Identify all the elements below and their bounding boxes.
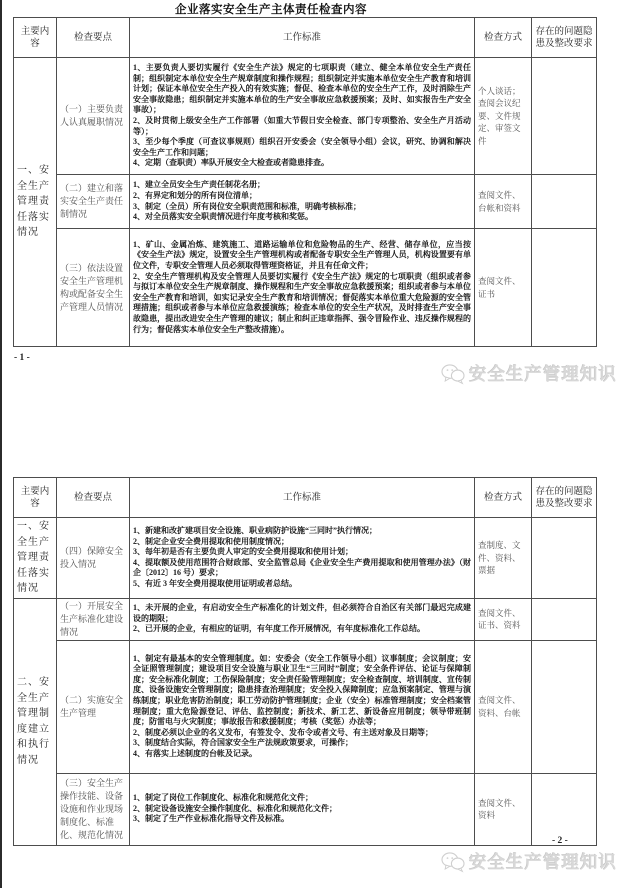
watermark-text: 安全生产管理知识 (469, 852, 617, 872)
standard-line: 2、有界定和划分的所有岗位清单； (133, 190, 257, 200)
cell-work-standard (130, 58, 475, 175)
header-issues: 存在的问题隐患及整改要求 (532, 18, 597, 58)
header-check-point: 检查要点 (57, 18, 130, 58)
table-header-row (14, 18, 597, 58)
standard-line: 2、已开展的企业，有相应的证明，有年度工作开展情况，有年度标准化工作总结。 (133, 624, 425, 634)
header-main-content: 主要内容 (14, 478, 57, 518)
table-header-row (14, 478, 597, 518)
header-issues: 存在的问题隐患及整改要求 (532, 478, 597, 518)
cell-issues (532, 175, 597, 229)
header-main-content: 主要内容 (14, 18, 57, 58)
table-row (14, 773, 597, 845)
header-work-standard: 工作标准 (130, 478, 475, 518)
cell-main-content: 二、安全生产管理制度建立和执行情况 (14, 598, 57, 845)
watermark-page1 (441, 361, 617, 386)
page-number-1: - 1 - (14, 353, 30, 363)
standard-line: 2、制度必须以企业的名义发布，有签发令、发布令或者文号、有主送对象及日期等； (133, 727, 433, 737)
standard-line: 5、有近 3 年安全费用提取使用证明或者总结。 (133, 578, 297, 588)
standard-line: 2、制定设备设施安全操作制度化、标准化和规范化文件； (133, 803, 337, 813)
cell-issues (532, 598, 597, 640)
header-check-method: 检查方式 (475, 478, 532, 518)
header-check-method: 检查方式 (475, 18, 532, 58)
cell-check-method: 查阅文件、台帐和资料 (475, 175, 532, 229)
scan-edge-line (0, 0, 2, 888)
cell-issues (532, 773, 597, 845)
cell-check-point: （三）依法设置安全生产管理机构或配备安全生产管理人员情况 (57, 229, 130, 347)
standard-line: 3、制定（全员）所有岗位安全职责范围和标准，明确考核标准； (133, 201, 361, 211)
standard-line: 3、制定了生产作业标准化指导文件及标准。 (133, 814, 289, 824)
wechat-icon (441, 363, 465, 385)
standard-line: 4、定期（查职责）率队开展安全大检查或者隐患排查。 (133, 158, 329, 168)
cell-main-content: 一、安全生产管理责任落实情况 (14, 58, 57, 347)
cell-issues (532, 640, 597, 773)
watermark-text: 安全生产管理知识 (469, 364, 617, 384)
document-title: 企业落实安全生产主体责任检查内容 (175, 4, 367, 16)
standard-line: 4、对全员落实安全职责情况进行年度考核和奖惩。 (133, 212, 313, 222)
standard-line: 1、制定有最基本的安全管理制度。如：安委会（安全工作领导小组）议事制度；会议制度；安全证照管理制度；建设项目安全设施与职业卫生“三同时”制度；安全条件评估、论证与保障制度；安全标准化制度；工伤保险制度；安全责任险管理制度；安全检查制度、培训制度、宣传制度、设备设施安全管理制度；隐患排查治理制度；安全投入保障制度；应急预案制定、管理与演练制度；职业危害防治制度；职工劳动防护管理制度；企业（安全）标准管理制度；安全档案管理制度；重大危险源登记、评估、监控制度；新技术、新工艺、新设备应用制度；领导带班制度；防雷电与火灾制度；事故报告和救援制度；考核（奖惩）办法等； (133, 653, 471, 727)
watermark-page2 (441, 849, 617, 874)
table-row (14, 598, 597, 640)
cell-work-standard (130, 175, 475, 229)
cell-check-method: 个人谈话；查阅会议纪要、文件规定、审签文件 (475, 58, 532, 175)
wechat-icon (441, 851, 465, 873)
table-row (14, 640, 597, 773)
standard-line: 1、制定了岗位工作制度化、标准化和规范化文件； (133, 793, 313, 803)
standard-line: 2、及时贯彻上级安全生产工作部署（如重大节假日安全检查、部门专项整治、安全生产月活动等）； (133, 116, 471, 136)
standard-line: 2、制定企业安全费用提取和使用制度情况； (133, 536, 289, 546)
cell-check-point: （二）建立和落实安全生产责任制情况 (57, 175, 130, 229)
cell-issues (532, 229, 597, 347)
cell-check-method: 查制度、文件、资料、票据 (475, 518, 532, 599)
page-number-2: - 2 - (552, 836, 568, 846)
cell-issues (532, 518, 597, 599)
cell-check-point: （四）保障安全投入情况 (57, 518, 130, 599)
cell-work-standard (130, 773, 475, 845)
standard-line: 2、安全生产管理机构及安全管理人员要切实履行《安全生产法》规定的七项职责（组织或者参与拟订本单位安全生产规章制度、操作规程和生产安全事故应急救援预案；组织或者参与本单位安全生产教育和培训，如实记录安全生产教育和培训情况；督促落实本单位重大危险源的安全管理措施；组织或者参与本单位应急救援演练；检查本单位的安全生产状况，及时排查生产安全事故隐患，提出改进安全生产管理的建议；制止和纠正违章指挥、强令冒险作业、违反操作规程的行为；督促落实本单位安全生产整改措施）。 (133, 271, 471, 334)
cell-work-standard (130, 229, 475, 347)
standard-line: 4、提取额及使用范围符合财政部、安全监管总局《企业安全生产费用提取和使用管理办法》（财企〔2012〕16 号）要求； (133, 557, 471, 578)
standard-line: 1、矿山、金属冶炼、建筑施工、道路运输单位和危险物品的生产、经营、储存单位，应当按《安全生产法》规定，设置安全生产管理机构或者配备专职安全生产管理人员，机构设置要有单位文件，专职安全管理人员必须取得管理资格证，并且有任命文件； (133, 239, 471, 271)
standard-line: 1、新建和改扩建项目安全设施、职业病防护设施“三同时”执行情况； (133, 525, 377, 535)
cell-issues (532, 58, 597, 175)
standard-line: 4、有落实上述制度的台帐及记录。 (133, 748, 257, 758)
cell-check-method: 查阅文件、证书、资料 (475, 598, 532, 640)
standard-line: 1、主要负责人要切实履行《安全生产法》规定的七项职责（建立、健全本单位安全生产责任制；组织制定本单位安全生产规章制度和操作规程；组织制定并实施本单位安全生产教育和培训计划；保证本单位安全生产投入的有效实施；督促、检查本单位的安全生产工作，及时消除生产安全事故隐患；组织制定并实施本单位的生产安全事故应急救援预案；及时、如实报告生产安全事故）； (133, 63, 471, 115)
inspection-table-page2 (13, 477, 597, 846)
table-row (14, 58, 597, 175)
standard-line: 3、制度结合实际，符合国家安全生产法规政策要求，可操作； (133, 738, 353, 748)
standard-line: 3、至少每个季度（可查议事规则）组织召开安委会（安全领导小组）会议，研究、协调和解决安全生产工作和问题； (133, 137, 471, 157)
cell-work-standard (130, 598, 475, 640)
cell-main-content: 一、安全生产管理责任落实情况 (14, 518, 57, 599)
cell-work-standard (130, 640, 475, 773)
header-work-standard: 工作标准 (130, 18, 475, 58)
cell-check-point: （一）主要负责人认真履职情况 (57, 58, 130, 175)
standard-line: 1、未开展的企业，有启动安全生产标准化的计划文件，但必须符合自治区有关部门最迟完成建设的期限； (133, 603, 471, 623)
header-check-point: 检查要点 (57, 478, 130, 518)
cell-check-point: （一）开展安全生产标准化建设情况 (57, 598, 130, 640)
cell-work-standard (130, 518, 475, 599)
cell-check-point: （二）实施安全生产管理 (57, 640, 130, 773)
cell-check-method: 查阅文件、资料、台帐 (475, 640, 532, 773)
standard-line: 3、每年初是否有主要负责人审定的安全费用提取和使用计划； (133, 547, 353, 557)
table-row (14, 175, 597, 229)
table-row (14, 229, 597, 347)
cell-check-point: （三）安全生产操作技能、设备设施和作业现场制度化、标准化、规范化情况 (57, 773, 130, 845)
cell-check-method: 查阅文件、证书 (475, 229, 532, 347)
standard-line: 1、建立全员安全生产责任制花名册； (133, 180, 265, 190)
inspection-table-page1 (13, 17, 597, 347)
cell-check-method: 查阅文件、资料 (475, 773, 532, 845)
table-row (14, 518, 597, 599)
